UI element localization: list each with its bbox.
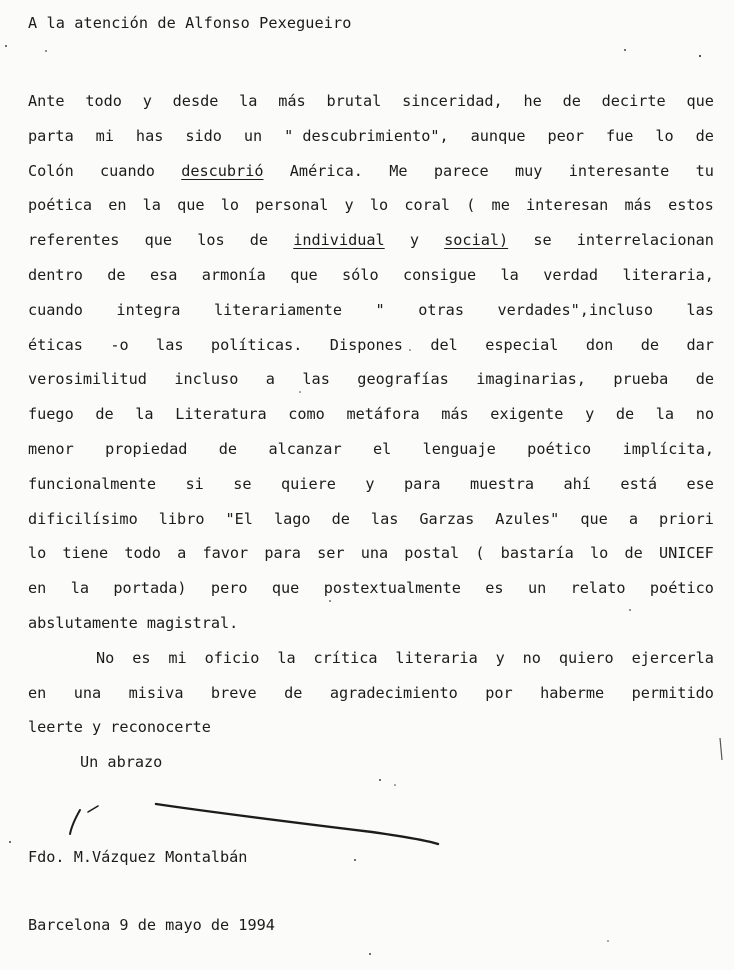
word: implícita, — [622, 439, 714, 458]
word: relato — [570, 579, 626, 598]
word: los — [197, 231, 225, 250]
word: integra — [116, 300, 181, 319]
word: me — [491, 196, 510, 215]
word: postal — [404, 544, 460, 563]
closing-text: Un abrazo — [80, 753, 163, 772]
word: sinceridad, — [402, 92, 503, 110]
word: dentro — [28, 265, 83, 284]
word: de — [331, 509, 350, 528]
word: sido — [185, 126, 222, 145]
word: crítica — [313, 648, 378, 667]
word: incluso — [174, 370, 239, 389]
word: y — [585, 405, 595, 424]
word: lago — [273, 509, 311, 528]
word: verosimilitud — [28, 370, 147, 389]
word: otras — [418, 300, 464, 319]
word: no — [522, 648, 541, 667]
word: cuando — [100, 161, 155, 180]
word: del — [430, 335, 458, 354]
word: más — [441, 405, 469, 424]
word: está — [620, 474, 657, 493]
word: "El — [225, 509, 253, 528]
word: No — [96, 648, 115, 667]
word: las — [686, 300, 714, 319]
word: ahí — [563, 474, 591, 493]
word: peor — [547, 126, 585, 145]
word: referentes — [28, 231, 120, 250]
word: de — [107, 265, 126, 284]
word: don — [585, 335, 614, 354]
word: a — [177, 544, 187, 563]
word: haberme — [540, 683, 605, 702]
word: de — [218, 439, 238, 458]
word: mi — [168, 648, 187, 667]
word: interesante — [568, 161, 670, 180]
word: que — [177, 196, 205, 215]
word: la — [70, 579, 89, 598]
word: literaria, — [622, 265, 714, 284]
addressee-line: A la atención de Alfonso Pexegueiro — [28, 14, 352, 32]
word: de — [615, 405, 635, 424]
word: portada) — [113, 579, 187, 598]
word: verdades",incluso — [497, 300, 653, 319]
word: Me — [389, 161, 408, 180]
word: la — [239, 92, 258, 110]
word: quiero — [558, 648, 614, 667]
word: parta — [28, 126, 74, 145]
word: dificilísimo — [28, 509, 138, 528]
word: es — [485, 579, 504, 598]
word: fue — [606, 126, 634, 145]
word: la — [500, 265, 519, 284]
word: tu — [695, 161, 714, 180]
word: exigente — [490, 405, 564, 424]
word: tiene — [62, 544, 109, 563]
word: se — [233, 474, 252, 493]
word: la — [142, 196, 161, 215]
word: de — [624, 544, 643, 563]
word: la — [277, 648, 296, 667]
word: favor — [202, 544, 249, 563]
word: América. — [289, 161, 363, 180]
word: personal — [255, 196, 329, 215]
place-date: Barcelona 9 de mayo de 1994 — [28, 916, 275, 934]
word: ( — [466, 196, 476, 215]
word: he — [523, 92, 542, 110]
word: y — [344, 196, 354, 215]
word: poética — [28, 196, 93, 215]
word: ser — [317, 544, 345, 563]
word: no — [695, 405, 714, 424]
word: por — [485, 683, 513, 702]
word: literariamente — [213, 300, 342, 319]
word: en — [28, 683, 47, 702]
word: cuando — [28, 300, 83, 319]
word: breve — [210, 683, 257, 702]
word: a — [265, 370, 275, 389]
word: permitido — [631, 683, 714, 702]
word: verdad — [543, 265, 599, 284]
text-line: leerte y reconocerte — [28, 718, 211, 737]
word: muestra — [470, 474, 535, 493]
word: que — [580, 509, 608, 528]
word: Dispones — [329, 335, 403, 354]
word: desde — [172, 92, 219, 110]
word: lo — [220, 196, 240, 215]
word: la — [135, 405, 154, 424]
word: más — [278, 92, 306, 110]
word: las — [302, 370, 330, 389]
word: estos — [668, 196, 714, 215]
word: que — [686, 92, 714, 110]
word: libro — [158, 509, 205, 528]
word: es — [132, 648, 151, 667]
word: especial — [485, 335, 559, 354]
word: y — [365, 474, 375, 493]
word: prueba — [613, 370, 669, 389]
word: se — [533, 231, 552, 250]
word: en — [28, 579, 47, 598]
word: la — [655, 405, 675, 424]
word: de — [249, 231, 269, 250]
word: que — [271, 579, 300, 598]
word: esa — [149, 265, 178, 284]
word: las — [156, 335, 184, 354]
word: de — [695, 370, 714, 389]
word: que — [290, 265, 318, 284]
word: descubrió — [181, 161, 264, 180]
word: UNICEF — [658, 544, 714, 563]
word: geografías — [357, 370, 449, 389]
word: quiere — [281, 474, 336, 493]
word: en — [108, 196, 127, 215]
word: has — [135, 126, 164, 145]
word: parece — [433, 161, 489, 180]
word: el — [372, 439, 392, 458]
word: poético — [649, 579, 714, 598]
word: Ante — [28, 92, 65, 110]
word: oficio — [204, 648, 260, 667]
word: armonía — [201, 265, 266, 284]
word: ejercerla — [631, 648, 714, 667]
word: agradecimiento — [329, 683, 458, 702]
word: metáfora — [346, 405, 420, 424]
word: menor — [28, 439, 74, 458]
word: Garzas — [419, 509, 475, 528]
word: funcionalmente — [28, 474, 157, 493]
word: de — [562, 92, 581, 110]
word: postextualmente — [323, 579, 461, 598]
word: alcanzar — [268, 439, 342, 458]
word: mi — [95, 126, 114, 145]
word: consigue — [402, 265, 477, 284]
word: fuego — [28, 405, 74, 424]
word: que — [144, 231, 173, 250]
word: a — [628, 509, 638, 528]
word: brutal — [326, 92, 382, 110]
word: social) — [444, 231, 509, 250]
word: " — [375, 300, 385, 319]
word: y — [142, 92, 152, 110]
word: éticas — [28, 335, 83, 354]
word: individual — [293, 231, 385, 250]
word: políticas. — [210, 335, 303, 354]
word: para — [403, 474, 441, 493]
word: si — [185, 474, 204, 493]
word: lo — [655, 126, 674, 145]
word: lo — [28, 544, 47, 563]
word: un — [243, 126, 263, 145]
word: poético — [527, 439, 592, 458]
word: un — [527, 579, 547, 598]
word: sólo — [342, 265, 379, 284]
word: " descubrimiento", — [284, 126, 449, 145]
word: decirte — [601, 92, 666, 110]
word: lenguaje — [422, 439, 496, 458]
word: -o — [110, 335, 129, 354]
word: priori — [659, 509, 714, 528]
word: literaria — [395, 648, 478, 667]
word: de — [640, 335, 660, 354]
word: de — [695, 126, 714, 145]
word: una — [73, 683, 102, 702]
word: interesan — [526, 196, 609, 215]
word: muy — [515, 161, 543, 180]
word: imaginarias, — [476, 370, 586, 389]
word: ese — [686, 474, 714, 493]
word: más — [624, 196, 652, 215]
word: Azules" — [495, 509, 560, 528]
word: Literatura — [175, 405, 267, 424]
word: las — [370, 509, 399, 528]
word: coral — [404, 196, 451, 215]
word: todo — [85, 92, 122, 110]
text-line: abslutamente magistral. — [28, 613, 239, 632]
word: Colón — [28, 161, 74, 180]
word: lo — [369, 196, 389, 215]
word: y — [495, 648, 505, 667]
word: y — [409, 231, 419, 250]
word: misiva — [128, 683, 184, 702]
word: propiedad — [105, 439, 188, 458]
word: interrelacionan — [576, 231, 714, 250]
word: ( — [475, 544, 485, 563]
word: de — [95, 405, 114, 424]
word: pero — [210, 579, 248, 598]
signed-by: Fdo. M.Vázquez Montalbán — [28, 848, 248, 866]
word: aunque — [470, 126, 526, 145]
word: como — [288, 405, 325, 424]
word: una — [360, 544, 389, 563]
word: de — [284, 683, 303, 702]
word: dar — [686, 335, 714, 354]
word: lo — [590, 544, 609, 563]
word: bastaría — [500, 544, 574, 563]
word: para — [264, 544, 301, 563]
word: todo — [124, 544, 161, 563]
